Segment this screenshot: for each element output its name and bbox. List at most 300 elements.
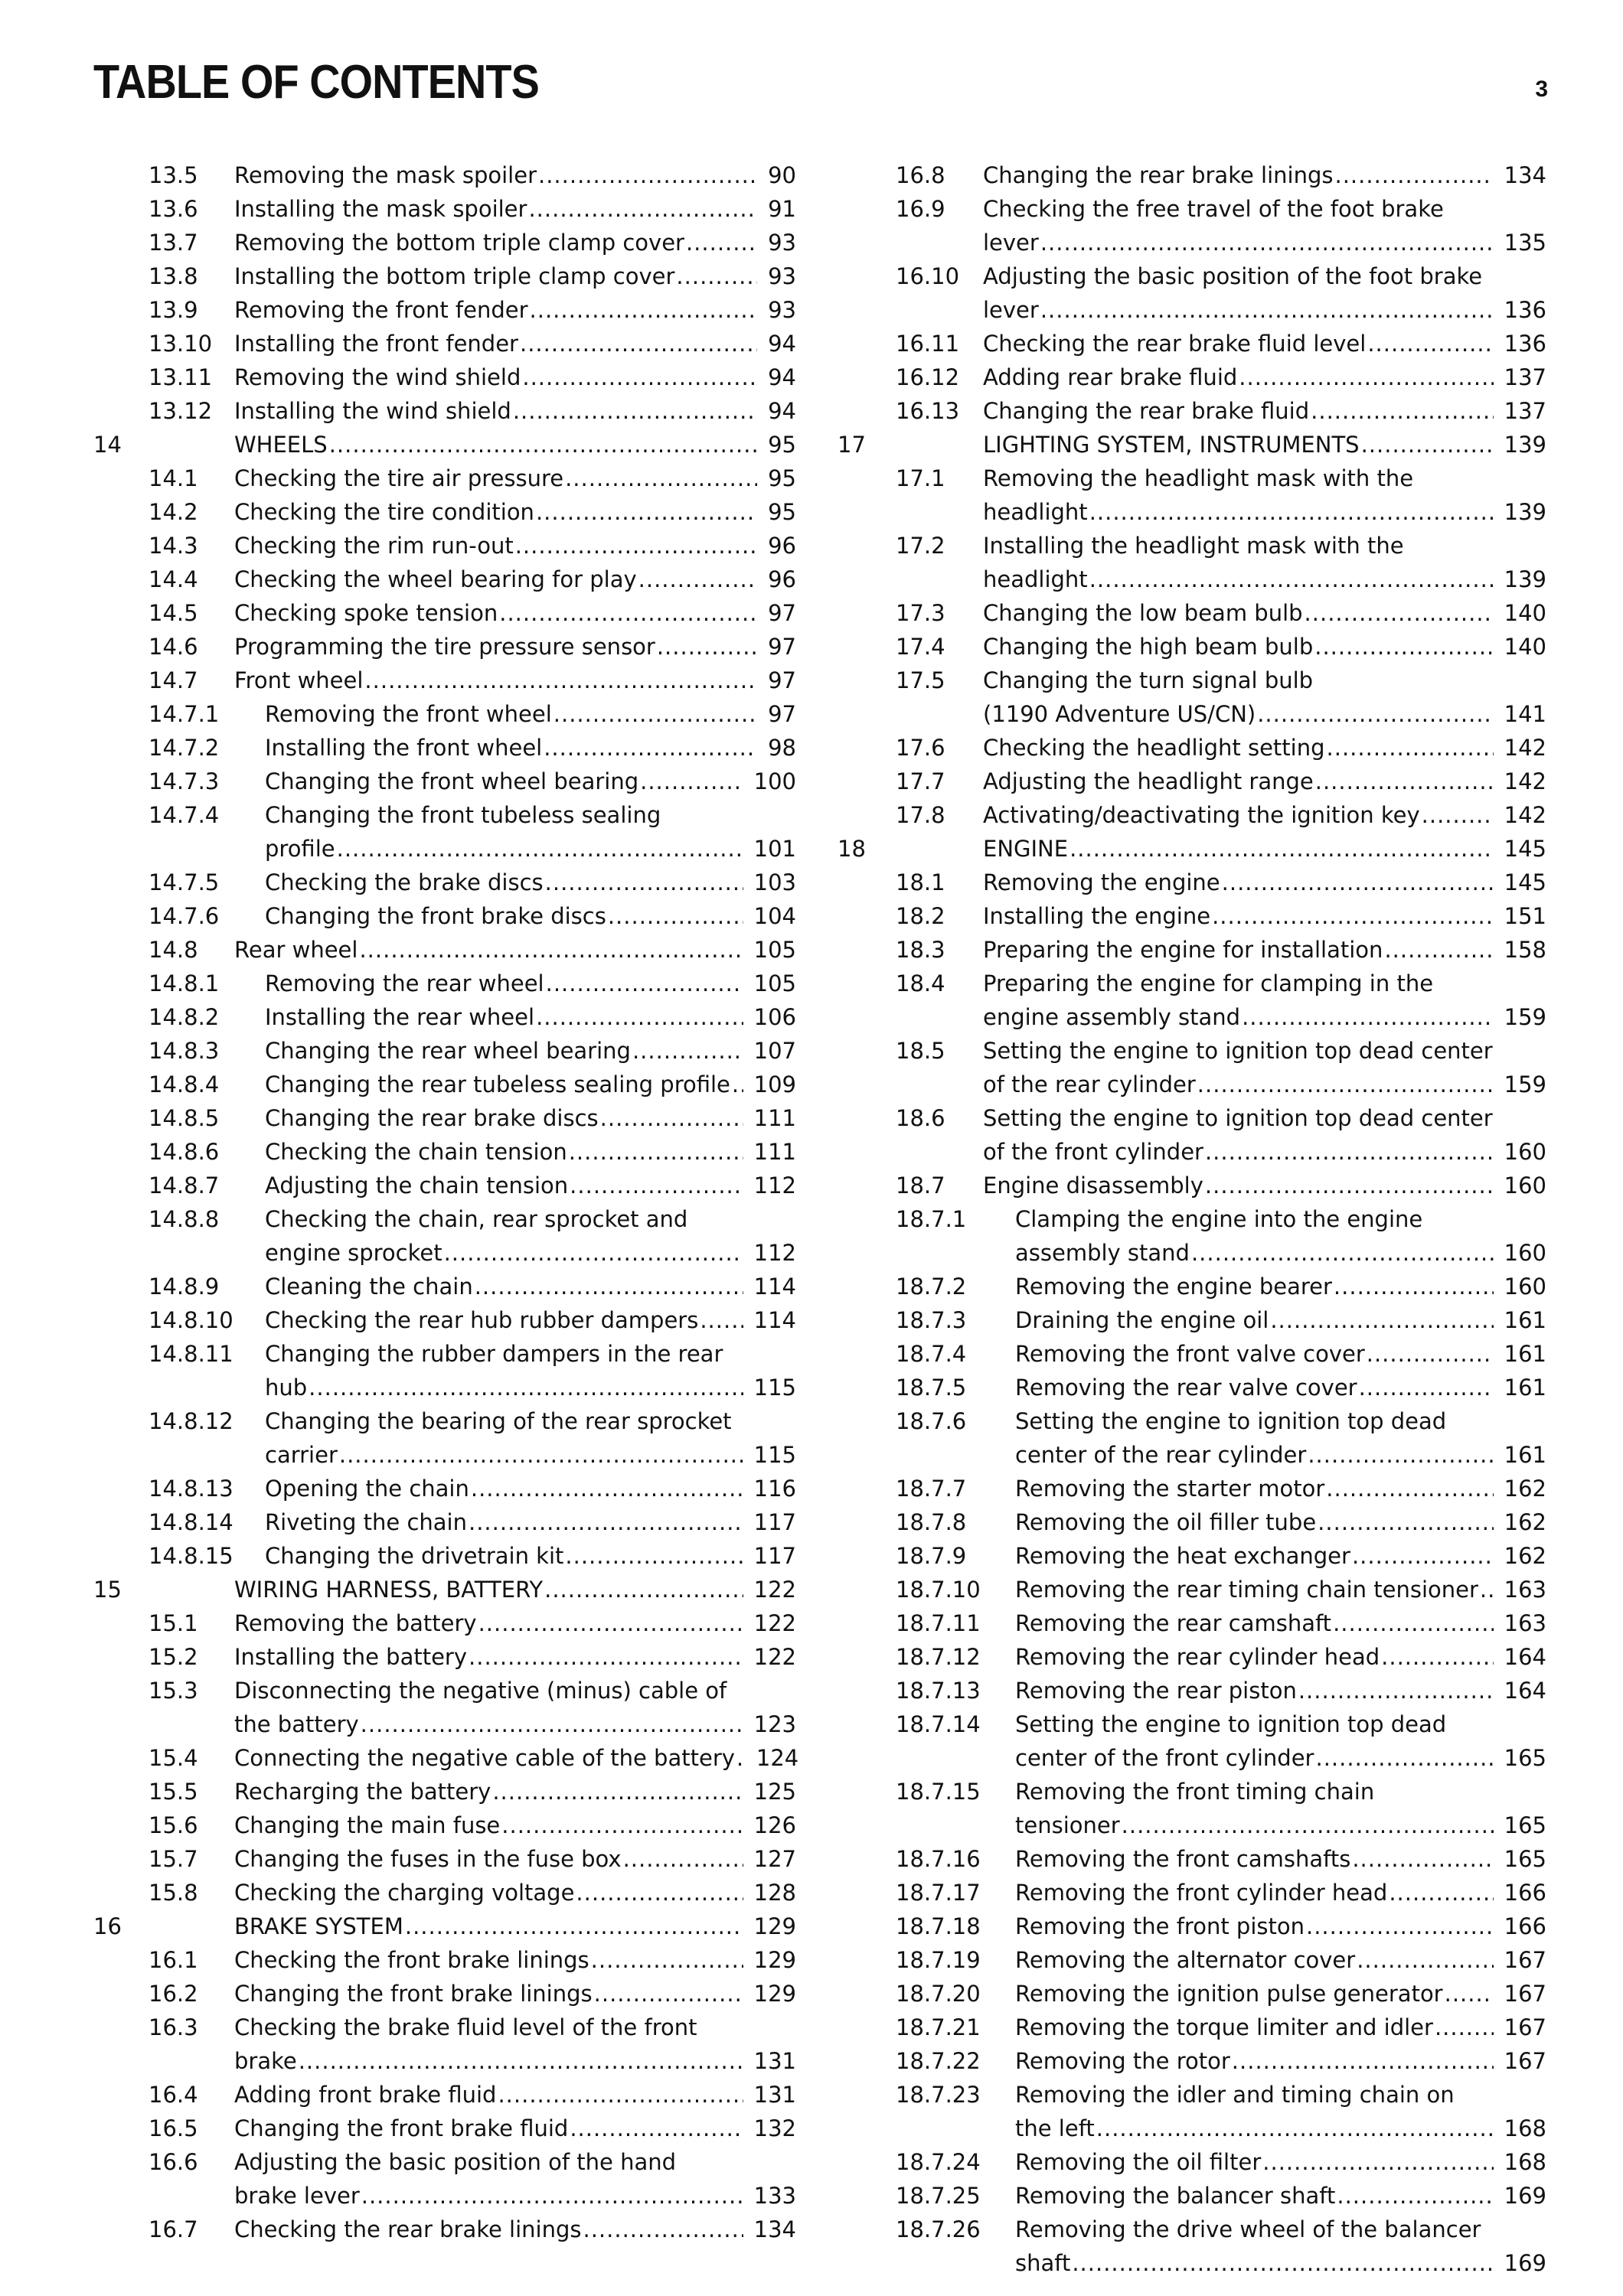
toc-entry[interactable] — [90, 731, 796, 765]
toc-entry[interactable] — [834, 2044, 1546, 2078]
toc-entry-title: Removing the rear timing chain tensioner — [1015, 1577, 1478, 1603]
toc-entry[interactable] — [90, 1640, 796, 1674]
toc-entry-title: of the rear cylinder — [983, 1071, 1196, 1097]
toc-entry-number: 18.7.23 — [896, 2082, 981, 2108]
toc-chapter-entry[interactable] — [90, 1910, 796, 1943]
toc-entry[interactable] — [90, 2078, 796, 2112]
toc-page-number: 107 — [753, 1038, 796, 1064]
toc-entry-title: Draining the engine oil — [1015, 1307, 1269, 1333]
toc-page-number: 163 — [1504, 1610, 1546, 1636]
toc-entry-title: shaft — [1015, 2250, 1071, 2276]
toc-entry[interactable] — [834, 933, 1546, 967]
toc-entry[interactable] — [90, 1068, 796, 1101]
toc-entry[interactable] — [834, 664, 1546, 731]
toc-entry[interactable] — [834, 2078, 1546, 2145]
dot-leader — [1350, 1539, 1494, 1573]
toc-entry-number: 16.4 — [149, 2082, 198, 2108]
toc-entry[interactable] — [90, 192, 796, 226]
toc-page-number: 160 — [1504, 1274, 1546, 1300]
toc-entry[interactable] — [834, 158, 1546, 192]
dot-leader — [528, 293, 758, 327]
dot-leader — [631, 1034, 743, 1068]
toc-entry-title: Installing the bottom triple clamp cover — [234, 263, 675, 289]
toc-entry[interactable] — [90, 1472, 796, 1505]
toc-page-number: 124 — [756, 1745, 799, 1771]
toc-entry-number: 16.12 — [896, 364, 960, 390]
dot-leader — [574, 1876, 743, 1910]
dot-leader — [1070, 2246, 1493, 2280]
toc-entry[interactable] — [834, 1303, 1546, 1337]
toc-entry[interactable] — [834, 1202, 1546, 1270]
toc-entry[interactable] — [834, 529, 1546, 596]
toc-entry[interactable] — [834, 2011, 1546, 2044]
toc-entry[interactable] — [90, 2213, 796, 2246]
toc-page-number: 139 — [1504, 566, 1546, 592]
toc-page-number: 160 — [1504, 1240, 1546, 1266]
toc-entry-title: Changing the front brake fluid — [234, 2115, 569, 2141]
toc-entry-title: Checking spoke tension — [234, 600, 498, 626]
toc-entry[interactable] — [90, 1943, 796, 1977]
toc-entry[interactable] — [90, 1101, 796, 1135]
toc-entry-number: 18.7.26 — [896, 2216, 981, 2242]
toc-entry[interactable] — [90, 563, 796, 596]
toc-entry[interactable] — [90, 1000, 796, 1034]
toc-entry-number: 14.1 — [149, 465, 198, 491]
toc-entry[interactable] — [90, 697, 796, 731]
toc-entry[interactable] — [834, 596, 1546, 630]
dot-leader — [467, 1505, 743, 1539]
dot-leader — [1360, 428, 1494, 461]
toc-entry[interactable] — [90, 899, 796, 933]
dot-leader — [1314, 1741, 1493, 1775]
toc-entry[interactable] — [834, 1337, 1546, 1371]
toc-entry[interactable] — [90, 1674, 796, 1741]
toc-entry-number: 18.7 — [896, 1172, 945, 1199]
toc-page-number: 129 — [753, 1913, 796, 1939]
toc-entry-title: Removing the oil filler tube — [1015, 1509, 1317, 1535]
dot-leader — [1039, 226, 1494, 259]
toc-entry-title: Changing the turn signal bulb — [983, 667, 1314, 693]
toc-entry-title: Checking the rim run-out — [234, 533, 514, 559]
dot-leader — [534, 495, 757, 529]
toc-entry-title: Removing the bottom triple clamp cover — [234, 230, 684, 256]
toc-entry[interactable] — [834, 2179, 1546, 2213]
dot-leader — [567, 1135, 743, 1169]
toc-entry[interactable] — [90, 596, 796, 630]
toc-entry-title: Checking the rear brake fluid level — [983, 331, 1367, 357]
toc-entry[interactable] — [834, 1573, 1546, 1606]
toc-entry[interactable] — [834, 461, 1546, 529]
dot-leader — [589, 1943, 743, 1977]
toc-entry-title: Setting the engine to ignition top dead center — [983, 1105, 1493, 1131]
toc-entry-number: 14.7 — [149, 667, 198, 693]
dot-leader — [622, 1842, 743, 1876]
toc-page-number: 142 — [1504, 802, 1546, 828]
toc-entry-title: Setting the engine to ignition top dead — [1015, 1408, 1447, 1434]
toc-entry-title: Removing the oil filter — [1015, 2149, 1262, 2175]
toc-entry-number: 18.7.15 — [896, 1779, 981, 1805]
toc-page-number: 122 — [753, 1577, 796, 1603]
dot-leader — [1190, 1236, 1494, 1270]
toc-page-number: 135 — [1504, 230, 1546, 256]
toc-entry-number: 14 — [93, 432, 122, 458]
toc-page-number: 98 — [768, 735, 796, 761]
dot-leader — [403, 1910, 743, 1943]
toc-page-number: 163 — [1504, 1577, 1546, 1603]
dot-leader — [1314, 765, 1494, 798]
toc-page-number: 167 — [1504, 1947, 1546, 1973]
dot-leader — [638, 765, 743, 798]
toc-entry-number: 16.2 — [149, 1981, 198, 2007]
toc-entry-number: 18.7.11 — [896, 1610, 981, 1636]
toc-page-number: 117 — [753, 1543, 796, 1569]
toc-entry[interactable] — [90, 798, 796, 866]
toc-page-number: 140 — [1504, 600, 1546, 626]
toc-entry-title: Cleaning the chain — [265, 1274, 473, 1300]
toc-entry[interactable] — [834, 1640, 1546, 1674]
toc-entry[interactable] — [834, 259, 1546, 327]
toc-entry-title: Changing the low beam bulb — [983, 600, 1303, 626]
toc-page-number: 122 — [753, 1644, 796, 1670]
toc-chapter-entry[interactable] — [90, 1573, 796, 1606]
toc-entry[interactable] — [90, 1404, 796, 1472]
toc-entry[interactable] — [834, 1539, 1546, 1573]
toc-entry-title: Removing the front piston — [1015, 1913, 1305, 1939]
toc-entry[interactable] — [90, 2011, 796, 2078]
toc-entry[interactable] — [90, 394, 796, 428]
toc-entry[interactable] — [90, 1741, 799, 1775]
toc-entry[interactable] — [90, 866, 796, 899]
toc-entry-title: center of the front cylinder — [1015, 1745, 1314, 1771]
page-number: 3 — [1535, 77, 1548, 102]
toc-entry-title: Disconnecting the negative (minus) cable of — [234, 1678, 727, 1704]
toc-page-number: 169 — [1504, 2183, 1546, 2209]
dot-leader — [1357, 1371, 1494, 1404]
toc-entry[interactable] — [90, 158, 796, 192]
dot-leader — [568, 2112, 743, 2145]
toc-entry[interactable] — [834, 798, 1546, 832]
dot-leader — [297, 2044, 743, 2078]
toc-page-number: 96 — [768, 566, 796, 592]
toc-page-number: 104 — [753, 903, 796, 929]
toc-entry-title: Removing the torque limiter and idler — [1015, 2014, 1433, 2040]
toc-entry[interactable] — [834, 1943, 1546, 1977]
dot-leader — [1309, 394, 1494, 428]
toc-entry[interactable] — [90, 529, 796, 563]
toc-entry[interactable] — [834, 1977, 1546, 2011]
toc-entry[interactable] — [834, 1674, 1546, 1707]
toc-entry[interactable] — [90, 461, 796, 495]
toc-page-number: 112 — [753, 1172, 796, 1199]
toc-entry[interactable] — [90, 1775, 796, 1808]
dot-leader — [1333, 158, 1493, 192]
toc-entry-title: Installing the headlight mask with the — [983, 533, 1404, 559]
toc-entry-title: lever — [983, 297, 1039, 323]
toc-entry-number: 18.7.5 — [896, 1375, 967, 1401]
toc-page-number: 127 — [753, 1846, 796, 1872]
toc-entry[interactable] — [90, 630, 796, 664]
dot-leader — [730, 1068, 743, 1101]
toc-entry[interactable] — [90, 1539, 796, 1573]
toc-entry-number: 13.6 — [149, 196, 198, 222]
toc-page-number: 94 — [768, 331, 796, 357]
toc-entry[interactable] — [834, 394, 1546, 428]
toc-entry[interactable] — [90, 1842, 796, 1876]
toc-entry-number: 14.3 — [149, 533, 198, 559]
toc-entry[interactable] — [834, 630, 1546, 664]
dot-leader — [698, 1303, 743, 1337]
toc-entry-title: Checking the brake fluid level of the front — [234, 2014, 697, 2040]
dot-leader — [1237, 360, 1493, 394]
toc-entry-number: 13.5 — [149, 162, 198, 188]
toc-entry-number: 14.8.13 — [149, 1476, 233, 1502]
dot-leader — [1332, 1270, 1494, 1303]
dot-leader — [599, 1101, 743, 1135]
toc-page-number: 94 — [768, 398, 796, 424]
toc-entry-number: 16.9 — [896, 196, 945, 222]
toc-page-number: 168 — [1504, 2115, 1546, 2141]
toc-entry[interactable] — [834, 2213, 1546, 2280]
toc-entry-number: 15.8 — [149, 1880, 198, 1906]
toc-page-number: 91 — [768, 196, 796, 222]
toc-page-number: 159 — [1504, 1071, 1546, 1097]
dot-leader — [358, 933, 743, 967]
dot-leader — [527, 192, 757, 226]
dot-leader — [637, 563, 757, 596]
toc-entry-number: 14.6 — [149, 634, 198, 660]
toc-entry[interactable] — [90, 1135, 796, 1169]
toc-chapter-entry[interactable] — [834, 428, 1546, 461]
dot-leader — [655, 630, 757, 664]
dot-leader — [363, 664, 757, 697]
toc-column-right — [834, 158, 1546, 2280]
toc-page-number: 168 — [1504, 2149, 1546, 2175]
toc-entry[interactable] — [834, 1707, 1546, 1775]
toc-entry[interactable] — [90, 967, 796, 1000]
toc-entry-number: 16.7 — [149, 2216, 198, 2242]
toc-chapter-entry[interactable] — [90, 428, 796, 461]
toc-entry-number: 14.8.4 — [149, 1071, 220, 1097]
toc-page-number: 131 — [753, 2048, 796, 2074]
toc-entry-number: 17.5 — [896, 667, 945, 693]
dot-leader — [1256, 697, 1493, 731]
toc-entry-title: carrier — [265, 1442, 338, 1468]
toc-entry[interactable] — [90, 2145, 796, 2213]
toc-entry[interactable] — [834, 2145, 1546, 2179]
dot-leader — [606, 899, 743, 933]
toc-entry[interactable] — [834, 899, 1546, 933]
toc-page-number: 134 — [753, 2216, 796, 2242]
toc-entry-number: 14.8.11 — [149, 1341, 233, 1367]
toc-entry-number: 14.8.7 — [149, 1172, 220, 1199]
toc-chapter-entry[interactable] — [834, 832, 1546, 866]
toc-page-number: 131 — [753, 2082, 796, 2108]
toc-entry-title: Removing the front camshafts — [1015, 1846, 1351, 1872]
toc-entry[interactable] — [90, 1876, 796, 1910]
dot-leader — [568, 1169, 743, 1202]
dot-leader — [1306, 1438, 1493, 1472]
toc-entry-number: 17.8 — [896, 802, 945, 828]
toc-entry-title: Removing the engine — [983, 869, 1220, 895]
toc-entry-number: 18.7.14 — [896, 1711, 981, 1737]
dot-leader — [1068, 832, 1494, 866]
toc-entry-title: Removing the starter motor — [1015, 1476, 1325, 1502]
toc-entry-number: 17.4 — [896, 634, 945, 660]
toc-page-number: 97 — [768, 701, 796, 727]
toc-entry-title: Checking the chain tension — [265, 1139, 567, 1165]
toc-entry[interactable] — [90, 1337, 796, 1404]
toc-entry-number: 14.8.3 — [149, 1038, 220, 1064]
dot-leader — [307, 1371, 743, 1404]
toc-entry-title: headlight — [983, 566, 1088, 592]
toc-entry[interactable] — [834, 967, 1546, 1034]
toc-page-number: 167 — [1504, 2014, 1546, 2040]
toc-page-number: 109 — [753, 1071, 796, 1097]
toc-page-number: 139 — [1504, 499, 1546, 525]
toc-entry-title: the left — [1015, 2115, 1095, 2141]
toc-entry[interactable] — [834, 360, 1546, 394]
toc-entry[interactable] — [90, 1505, 796, 1539]
toc-entry[interactable] — [90, 327, 796, 360]
toc-entry[interactable] — [90, 1808, 796, 1842]
toc-page-number: 139 — [1504, 432, 1546, 458]
toc-entry[interactable] — [834, 1505, 1546, 1539]
toc-entry-number: 16.8 — [896, 162, 945, 188]
toc-entry-title: Adjusting the chain tension — [265, 1172, 569, 1199]
toc-entry[interactable] — [90, 1270, 796, 1303]
dot-leader — [1387, 1876, 1493, 1910]
toc-entry-number: 16.1 — [149, 1947, 198, 1973]
toc-entry[interactable] — [834, 327, 1546, 360]
toc-entry[interactable] — [834, 1842, 1546, 1876]
toc-entry-title: Changing the front tubeless sealing — [265, 802, 661, 828]
toc-entry-title: Programming the tire pressure sensor — [234, 634, 655, 660]
toc-page-number: 103 — [753, 869, 796, 895]
toc-entry[interactable] — [90, 1303, 796, 1337]
toc-entry-title: assembly stand — [1015, 1240, 1190, 1266]
toc-entry[interactable] — [90, 765, 796, 798]
toc-page-number: 151 — [1504, 903, 1546, 929]
toc-entry[interactable] — [834, 1876, 1546, 1910]
toc-entry-number: 18.7.3 — [896, 1307, 967, 1333]
toc-entry-number: 18.7.20 — [896, 1981, 981, 2007]
toc-entry[interactable] — [834, 1371, 1546, 1404]
toc-entry-number: 18.3 — [896, 937, 945, 963]
dot-leader — [1433, 2011, 1494, 2044]
toc-entry[interactable] — [90, 226, 796, 259]
dot-leader — [1196, 1068, 1494, 1101]
toc-entry-number: 13.7 — [149, 230, 198, 256]
toc-entry-title: WIRING HARNESS, BATTERY — [234, 1577, 544, 1603]
toc-entry-number: 15.3 — [149, 1678, 198, 1704]
dot-leader — [1420, 798, 1494, 832]
toc-page-number: 116 — [753, 1476, 796, 1502]
toc-page-number: 145 — [1504, 836, 1546, 862]
toc-entry-title: Removing the front wheel — [265, 701, 552, 727]
toc-entry[interactable] — [834, 731, 1546, 765]
toc-entry-title: Front wheel — [234, 667, 364, 693]
toc-entry[interactable] — [90, 259, 796, 293]
toc-page-number: 95 — [768, 432, 796, 458]
toc-entry-title: Checking the rear hub rubber dampers — [265, 1307, 699, 1333]
dot-leader — [563, 461, 757, 495]
toc-entry[interactable] — [90, 933, 796, 967]
toc-entry-number: 14.8.10 — [149, 1307, 233, 1333]
toc-entry-number: 15 — [93, 1577, 122, 1603]
dot-leader — [735, 1741, 746, 1775]
toc-entry[interactable] — [834, 1169, 1546, 1202]
toc-entry[interactable] — [834, 1101, 1546, 1169]
toc-entry-title: brake — [234, 2048, 297, 2074]
toc-entry-number: 14.8.1 — [149, 970, 220, 996]
toc-page-number: 133 — [753, 2183, 796, 2209]
toc-page-number: 164 — [1504, 1644, 1546, 1670]
dot-leader — [542, 731, 757, 765]
toc-entry[interactable] — [834, 1034, 1546, 1101]
toc-page-number: 165 — [1504, 1745, 1546, 1771]
toc-entry-title: profile — [265, 836, 335, 862]
toc-entry-number: 18.7.17 — [896, 1880, 981, 1906]
toc-page-number: 161 — [1504, 1375, 1546, 1401]
toc-page-number: 93 — [768, 263, 796, 289]
dot-leader — [491, 1775, 743, 1808]
toc-page-number: 142 — [1504, 735, 1546, 761]
dot-leader — [1366, 327, 1493, 360]
toc-entry-number: 14.8.9 — [149, 1274, 220, 1300]
toc-entry[interactable] — [90, 495, 796, 529]
toc-entry-title: Removing the front fender — [234, 297, 528, 323]
toc-entry[interactable] — [834, 1472, 1546, 1505]
dot-leader — [511, 394, 757, 428]
toc-entry[interactable] — [90, 664, 796, 697]
toc-entry[interactable] — [90, 1977, 796, 2011]
dot-leader — [1240, 1000, 1494, 1034]
toc-entry[interactable] — [834, 1270, 1546, 1303]
toc-entry-title: engine assembly stand — [983, 1004, 1241, 1030]
toc-entry[interactable] — [90, 360, 796, 394]
toc-entry-number: 14.7.1 — [149, 701, 220, 727]
toc-page-number: 137 — [1504, 364, 1546, 390]
toc-entry[interactable] — [834, 192, 1546, 259]
toc-entry[interactable] — [90, 1169, 796, 1202]
toc-entry-number: 13.8 — [149, 263, 198, 289]
dot-leader — [514, 529, 757, 563]
toc-entry-title: Changing the drivetrain kit — [265, 1543, 564, 1569]
toc-entry-number: 18.7.25 — [896, 2183, 981, 2209]
toc-entry[interactable] — [90, 1606, 796, 1640]
toc-entry-title: Changing the front brake discs — [265, 903, 606, 929]
toc-entry-title: Changing the main fuse — [234, 1812, 501, 1838]
toc-page-number: 162 — [1504, 1543, 1546, 1569]
toc-entry[interactable] — [834, 866, 1546, 899]
toc-entry[interactable] — [90, 293, 796, 327]
toc-entry-title: LIGHTING SYSTEM, INSTRUMENTS — [983, 432, 1360, 458]
toc-entry[interactable] — [834, 1404, 1546, 1472]
toc-entry[interactable] — [90, 1202, 796, 1270]
toc-entry[interactable] — [834, 1606, 1546, 1640]
toc-entry[interactable] — [834, 765, 1546, 798]
toc-entry[interactable] — [834, 1775, 1546, 1842]
toc-entry-number: 14.8 — [149, 937, 198, 963]
toc-entry[interactable] — [834, 1910, 1546, 1943]
dot-leader — [477, 1606, 743, 1640]
toc-entry[interactable] — [90, 1034, 796, 1068]
toc-page-number: 97 — [768, 600, 796, 626]
toc-page-number: 96 — [768, 533, 796, 559]
toc-entry[interactable] — [90, 2112, 796, 2145]
toc-page-number: 94 — [768, 364, 796, 390]
dot-leader — [1316, 1505, 1493, 1539]
